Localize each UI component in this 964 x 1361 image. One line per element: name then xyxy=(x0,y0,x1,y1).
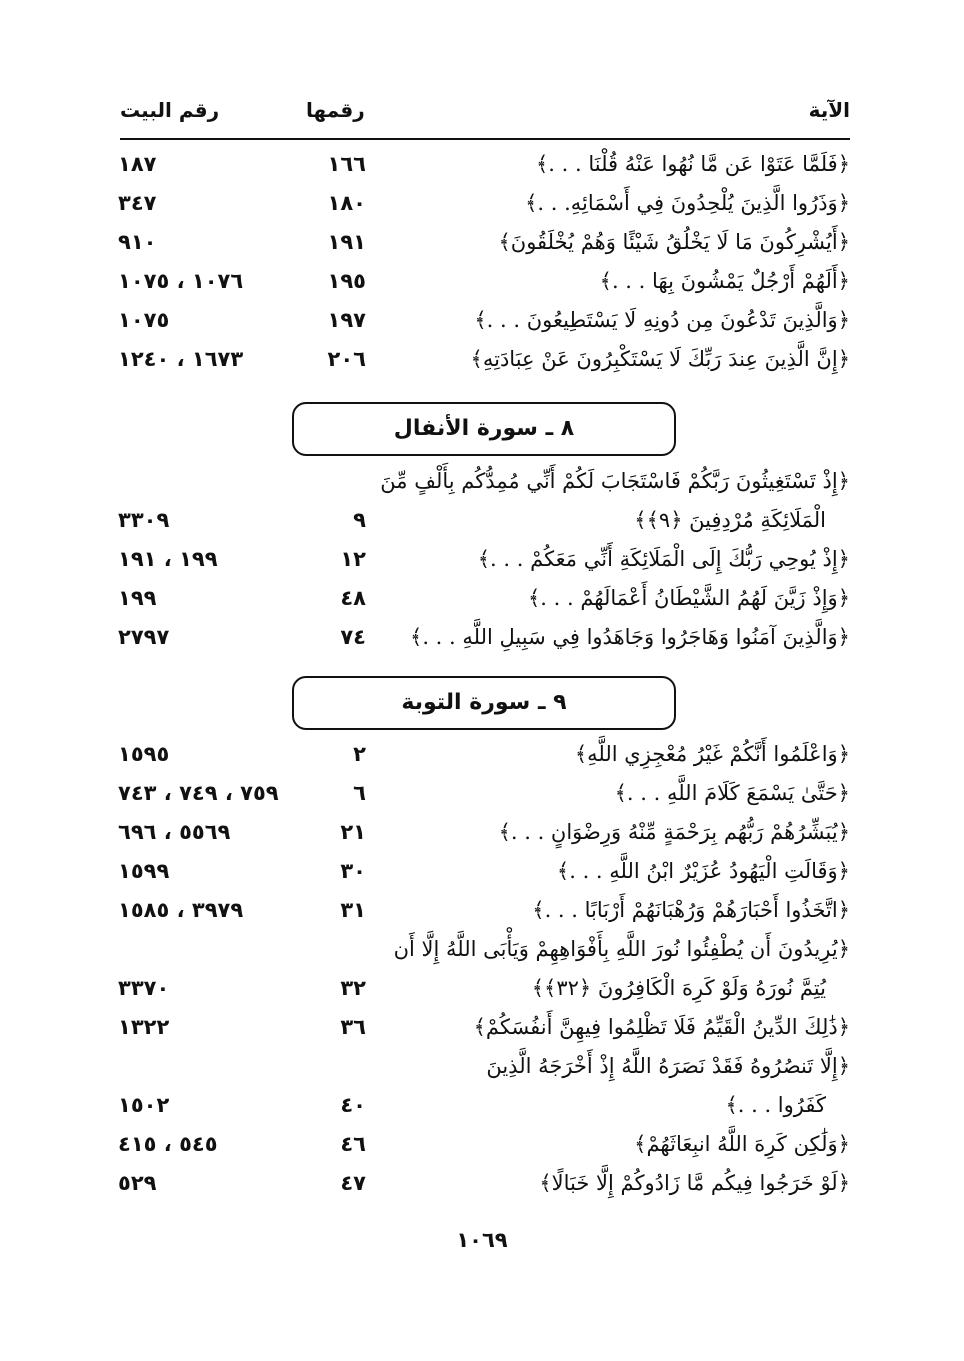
ayah-text: ﴿اتَّخَذُوا أَحْبَارَهُمْ وَرُهْبَانَهُمْ أَرْبَابًا . . .﴾ xyxy=(532,898,850,922)
ayah-text: ﴿وَالَّذِينَ تَدْعُونَ مِن دُونِهِ لَا يَسْتَطِيعُونَ . . .﴾ xyxy=(474,308,850,332)
bayt-number: ١٩٩ ، ١٩١ xyxy=(118,547,218,571)
bayt-number: ٥٢٩ xyxy=(118,1171,157,1195)
table-row xyxy=(0,1054,964,1092)
ayah-text: ﴿فَلَمَّا عَتَوْا عَن مَّا نُهُوا عَنْهُ قُلْنَا . . .﴾ xyxy=(535,152,850,176)
bayt-number: ٣٩٧٩ ، ١٥٨٥ xyxy=(118,898,244,922)
ayah-text: ﴿وَاعْلَمُوا أَنَّكُمْ غَيْرُ مُعْجِزِي اللَّهِ﴾ xyxy=(574,742,850,766)
table-row xyxy=(0,230,964,268)
bayt-number: ١٦٧٣ ، ١٢٤٠ xyxy=(118,347,244,371)
ayah-number: ٦ xyxy=(353,781,366,805)
table-row xyxy=(0,152,964,190)
table-row xyxy=(0,469,964,507)
ayah-text: ﴿وَذَرُوا الَّذِينَ يُلْحِدُونَ فِي أَسْمَائِهِ. . .﴾ xyxy=(525,191,850,215)
ayah-number: ٢٠٦ xyxy=(327,347,366,371)
table-row xyxy=(0,1093,964,1131)
table-row xyxy=(0,347,964,385)
bayt-number: ٧٥٩ ، ٧٤٩ ، ٧٤٣ xyxy=(118,781,279,805)
bayt-number: ٥٤٥ ، ٤١٥ xyxy=(118,1132,218,1156)
ayah-text-line1: ﴿إِذْ تَسْتَغِيثُونَ رَبَّكُمْ فَاسْتَجَابَ لَكُمْ أَنِّي مُمِدُّكُم بِأَلْفٍ مِّنَ xyxy=(380,469,850,493)
bayt-number: ١٠٧٦ ، ١٠٧٥ xyxy=(118,269,244,293)
bayt-number: ١٩٩ xyxy=(118,586,157,610)
ayah-text: ﴿إِنَّ الَّذِينَ عِندَ رَبِّكَ لَا يَسْتَكْبِرُونَ عَنْ عِبَادَتِهِ﴾ xyxy=(470,347,850,371)
ayah-number: ٣١ xyxy=(340,898,366,922)
header-ayah: الآية xyxy=(808,98,850,122)
ayah-text: ﴿يُبَشِّرُهُمْ رَبُّهُم بِرَحْمَةٍ مِّنْهُ وَرِضْوَانٍ . . .﴾ xyxy=(498,820,850,844)
ayah-number: ٤٨ xyxy=(340,586,366,610)
table-row xyxy=(0,1171,964,1209)
ayah-number: ٤٠ xyxy=(340,1093,366,1117)
table-row xyxy=(0,191,964,229)
ayah-number: ٢١ xyxy=(340,820,366,844)
page-number: ١٠٦٩ xyxy=(456,1228,508,1252)
table-row xyxy=(0,937,964,975)
table-row xyxy=(0,508,964,546)
ayah-number: ٣٦ xyxy=(340,1015,366,1039)
table-row xyxy=(0,781,964,819)
ayah-number: ١٩٥ xyxy=(327,269,366,293)
ayah-text: ﴿حَتَّىٰ يَسْمَعَ كَلَامَ اللَّهِ . . .﴾ xyxy=(614,781,850,805)
bayt-number: ٣٣٧٠ xyxy=(118,976,170,1000)
table-row xyxy=(0,308,964,346)
ayah-text-line2: يُتِمَّ نُورَهُ وَلَوْ كَرِهَ الْكَافِرُونَ ﴿٣٢﴾﴾ xyxy=(531,976,826,1000)
header-rule xyxy=(120,138,850,140)
ayah-number: ١٢ xyxy=(340,547,366,571)
ayah-text: ﴿لَوْ خَرَجُوا فِيكُم مَّا زَادُوكُمْ إِلَّا خَبَالًا﴾ xyxy=(539,1171,850,1195)
bayt-number: ٣٣٠٩ xyxy=(118,508,170,532)
ayah-text: ﴿أَلَهُمْ أَرْجُلٌ يَمْشُونَ بِهَا . . .﴾ xyxy=(599,269,850,293)
table-row xyxy=(0,976,964,1014)
bayt-number: ١٥٩٥ xyxy=(118,742,170,766)
bayt-number: ١٥٩٩ xyxy=(118,859,170,883)
ayah-number: ٧٤ xyxy=(340,625,366,649)
ayah-number: ٤٦ xyxy=(340,1132,366,1156)
ayah-text: ﴿وَإِذْ زَيَّنَ لَهُمُ الشَّيْطَانُ أَعْمَالَهُمْ . . .﴾ xyxy=(527,586,850,610)
surah-heading: ٩ ـ سورة التوبة xyxy=(292,676,676,730)
ayah-text: ﴿أَيُشْرِكُونَ مَا لَا يَخْلُقُ شَيْئًا وَهُمْ يُخْلَقُونَ﴾ xyxy=(498,230,850,254)
ayah-text-line2: الْمَلَائِكَةِ مُرْدِفِينَ ﴿٩﴾﴾ xyxy=(634,508,826,532)
header-ayah-number: رقمها xyxy=(306,98,365,122)
table-row xyxy=(0,586,964,624)
ayah-text: ﴿ذَٰلِكَ الدِّينُ الْقَيِّمُ فَلَا تَظْلِمُوا فِيهِنَّ أَنفُسَكُمْ﴾ xyxy=(473,1015,850,1039)
bayt-number: ١٣٢٢ xyxy=(118,1015,170,1039)
ayah-text: ﴿وَالَّذِينَ آمَنُوا وَهَاجَرُوا وَجَاهَدُوا فِي سَبِيلِ اللَّهِ . . .﴾ xyxy=(410,625,850,649)
table-row xyxy=(0,547,964,585)
header-bayt-number: رقم البيت xyxy=(120,98,220,122)
ayah-text-line1: ﴿إِلَّا تَنصُرُوهُ فَقَدْ نَصَرَهُ اللَّهُ إِذْ أَخْرَجَهُ الَّذِينَ xyxy=(486,1054,850,1078)
surah-heading: ٨ ـ سورة الأنفال xyxy=(292,402,676,456)
bayt-number: ٢٧٩٧ xyxy=(118,625,170,649)
bayt-number: ٩١٠ xyxy=(118,230,157,254)
ayah-text: ﴿وَلَٰكِن كَرِهَ اللَّهُ انبِعَاثَهُمْ﴾ xyxy=(634,1132,850,1156)
table-row xyxy=(0,820,964,858)
ayah-number: ٤٧ xyxy=(340,1171,366,1195)
ayah-number: ٣٢ xyxy=(340,976,366,1000)
ayah-number: ٣٠ xyxy=(340,859,366,883)
ayah-number: ١٩١ xyxy=(327,230,366,254)
bayt-number: ٥٥٦٩ ، ٦٩٦ xyxy=(118,820,231,844)
bayt-number: ١٥٠٢ xyxy=(118,1093,170,1117)
table-row xyxy=(0,1015,964,1053)
table-row xyxy=(0,1132,964,1170)
table-row xyxy=(0,625,964,663)
table-row xyxy=(0,742,964,780)
ayah-text-line1: ﴿يُرِيدُونَ أَن يُطْفِئُوا نُورَ اللَّهِ بِأَفْوَاهِهِمْ وَيَأْبَى اللَّهُ إِلَّا أَن xyxy=(393,937,850,961)
ayah-number: ٩ xyxy=(353,508,366,532)
bayt-number: ١٠٧٥ xyxy=(118,308,170,332)
ayah-number: ١٦٦ xyxy=(327,152,366,176)
ayah-text: ﴿إِذْ يُوحِي رَبُّكَ إِلَى الْمَلَائِكَةِ أَنِّي مَعَكُمْ . . .﴾ xyxy=(477,547,850,571)
ayah-number: ٢ xyxy=(353,742,366,766)
table-row xyxy=(0,859,964,897)
bayt-number: ١٨٧ xyxy=(118,152,157,176)
table-row xyxy=(0,898,964,936)
table-row xyxy=(0,269,964,307)
ayah-number: ١٨٠ xyxy=(327,191,366,215)
ayah-number: ١٩٧ xyxy=(327,308,366,332)
ayah-text: ﴿وَقَالَتِ الْيَهُودُ عُزَيْرٌ ابْنُ اللَّهِ . . .﴾ xyxy=(556,859,850,883)
bayt-number: ٣٤٧ xyxy=(118,191,157,215)
ayah-text-line2: كَفَرُوا . . .﴾ xyxy=(725,1093,826,1117)
